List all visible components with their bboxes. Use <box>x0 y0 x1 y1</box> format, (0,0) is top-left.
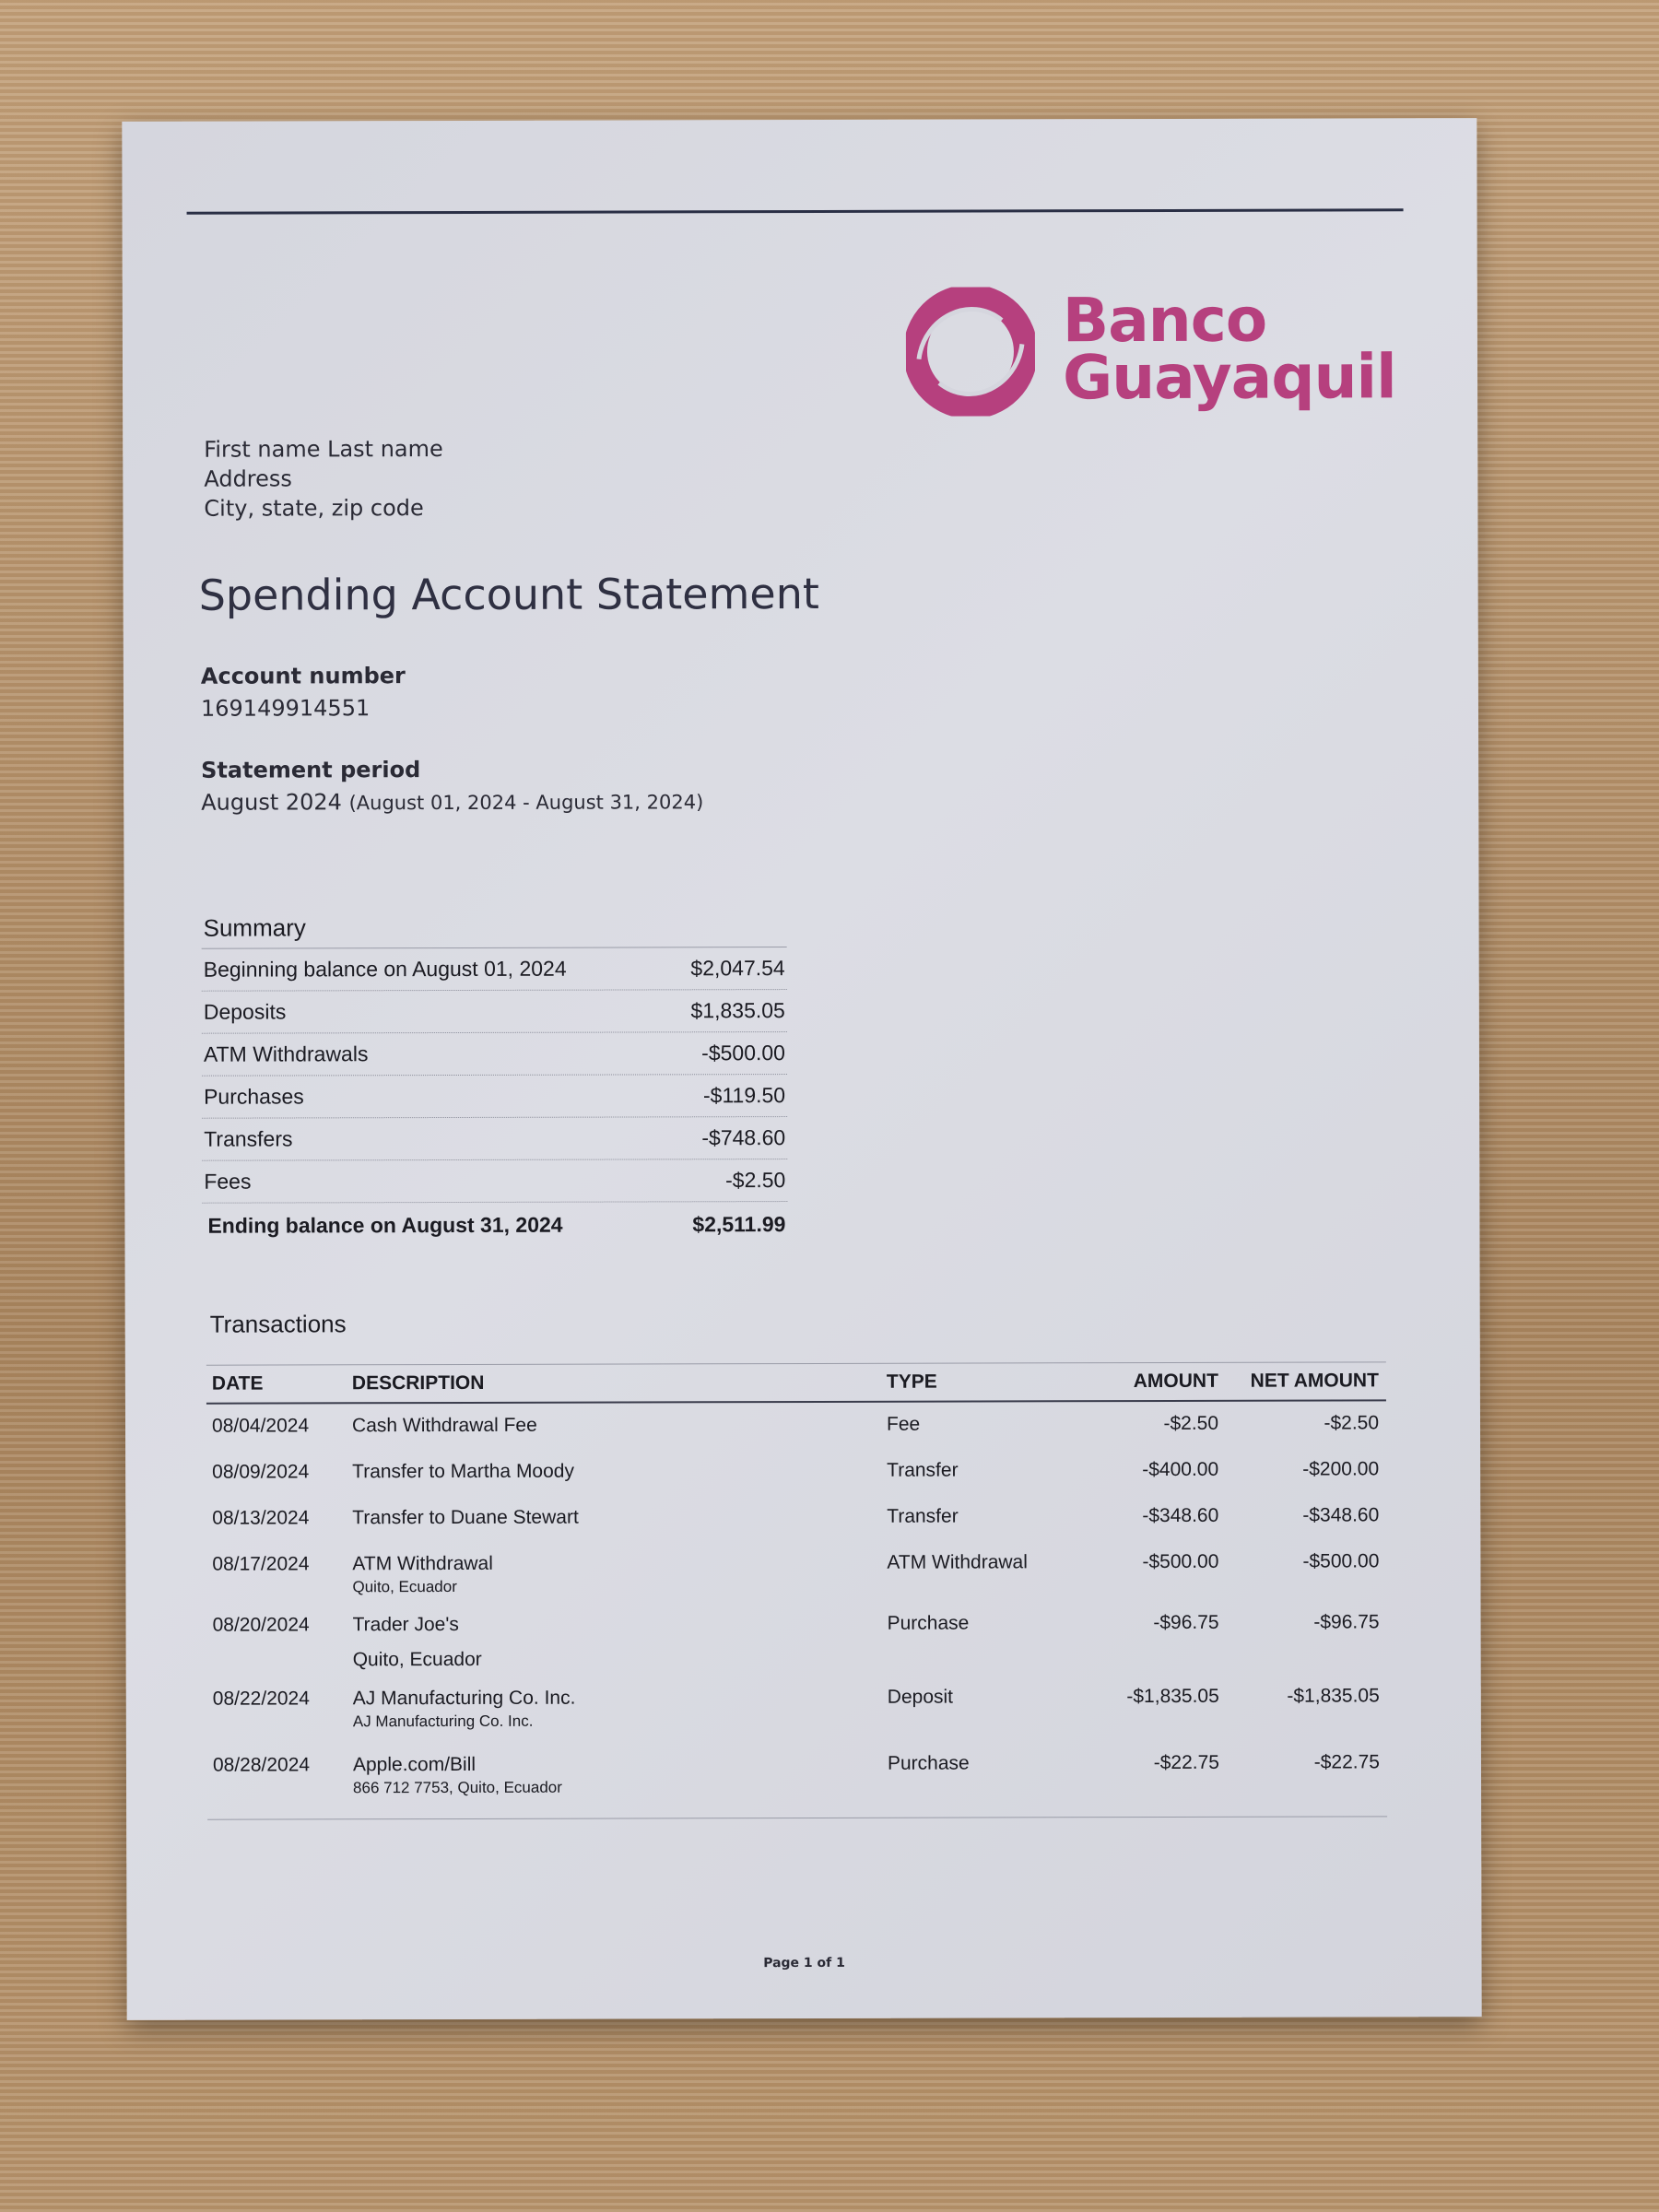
cell-type: Purchase <box>887 1612 970 1634</box>
customer-address <box>204 434 443 524</box>
cell-description: Transfer to Duane Stewart <box>352 1506 579 1529</box>
description-main: Trader Joe's <box>352 1613 459 1636</box>
bank-logo <box>906 284 1404 423</box>
cell-date: 08/04/2024 <box>211 1415 310 1437</box>
statement-period-label: Statement period <box>201 757 421 783</box>
statement-page <box>122 118 1481 2020</box>
cell-amount: -$2.50 <box>1163 1412 1219 1434</box>
cell-type: Transfer <box>887 1505 959 1527</box>
cell-net-amount: -$22.75 <box>1313 1751 1381 1773</box>
summary-total-row <box>202 1202 787 1248</box>
summary-value: $1,835.05 <box>690 998 785 1023</box>
description-main: Apple.com/Bill <box>352 1753 477 1776</box>
bank-name <box>1062 284 1396 414</box>
column-header-date: DATE <box>211 1372 264 1394</box>
bank-name-line2: Guayaquil <box>1062 341 1396 414</box>
cell-date: 08/20/2024 <box>212 1614 310 1636</box>
cell-type: Transfer <box>887 1459 959 1481</box>
banco-guayaquil-logo-icon <box>906 287 1035 416</box>
summary-table <box>202 912 788 1248</box>
cell-date: 08/22/2024 <box>212 1688 310 1710</box>
page-title: Spending Account Statement <box>198 568 819 620</box>
ending-balance-label: Ending balance on August 31, 2024 <box>207 1212 563 1238</box>
description-detail: 866 712 7753, Quito, Ecuador <box>353 1778 562 1797</box>
summary-value: $2,047.54 <box>690 956 785 981</box>
cell-net-amount: -$2.50 <box>1324 1412 1380 1434</box>
description-detail: Quito, Ecuador <box>352 1648 482 1671</box>
cell-net-amount: -$348.60 <box>1302 1504 1380 1526</box>
cell-date: 08/28/2024 <box>212 1754 311 1776</box>
cell-amount: -$500.00 <box>1142 1550 1219 1573</box>
description-main: ATM Withdrawal <box>352 1552 493 1575</box>
statement-period-month: August 2024 <box>201 789 342 816</box>
table-row <box>206 1493 1386 1542</box>
summary-row <box>202 1032 787 1077</box>
cell-amount: -$1,835.05 <box>1126 1685 1219 1708</box>
cell-net-amount: -$96.75 <box>1313 1611 1380 1633</box>
summary-label: Transfers <box>204 1126 293 1151</box>
summary-row <box>202 990 787 1034</box>
cell-net-amount: -$1,835.05 <box>1287 1685 1380 1707</box>
summary-row <box>202 947 787 992</box>
cell-description <box>353 1687 888 1744</box>
column-header-net-amount: NET AMOUNT <box>1250 1370 1379 1392</box>
account-number-label: Account number <box>200 663 406 689</box>
cell-type: Deposit <box>887 1686 954 1708</box>
cell-amount: -$22.75 <box>1153 1751 1220 1774</box>
summary-label: Beginning balance on August 01, 2024 <box>203 956 567 982</box>
cell-date: 08/13/2024 <box>212 1507 310 1529</box>
transactions-heading: Transactions <box>209 1310 347 1338</box>
summary-label: Deposits <box>203 999 287 1024</box>
customer-name: First name Last name <box>204 436 443 463</box>
table-header <box>206 1361 1386 1404</box>
summary-label: Purchases <box>204 1084 304 1109</box>
ending-balance-value: $2,511.99 <box>692 1211 786 1236</box>
cell-net-amount: -$200.00 <box>1302 1458 1380 1480</box>
summary-heading: Summary <box>202 912 787 949</box>
summary-row <box>202 1159 787 1204</box>
table-row <box>206 1539 1386 1603</box>
cell-description <box>352 1552 887 1604</box>
column-header-amount: AMOUNT <box>1133 1370 1218 1393</box>
summary-value: -$500.00 <box>701 1041 785 1065</box>
column-header-type: TYPE <box>886 1371 937 1393</box>
transactions-table <box>206 1307 1387 1819</box>
summary-row <box>202 1117 787 1161</box>
statement-period-range: (August 01, 2024 - August 31, 2024) <box>348 791 704 815</box>
table-row <box>206 1447 1386 1496</box>
account-number-value: 169149914551 <box>200 695 371 722</box>
page-number: Page 1 of 1 <box>763 1955 845 1971</box>
cell-date: 08/09/2024 <box>212 1461 310 1483</box>
table-row <box>207 1674 1387 1743</box>
summary-value: -$2.50 <box>725 1168 786 1193</box>
summary-value: -$119.50 <box>702 1083 786 1108</box>
cell-amount: -$400.00 <box>1142 1458 1219 1481</box>
cell-net-amount: -$500.00 <box>1302 1550 1380 1572</box>
summary-value: -$748.60 <box>701 1125 786 1150</box>
cell-amount: -$348.60 <box>1142 1504 1219 1527</box>
table-row <box>207 1740 1387 1804</box>
cell-type: ATM Withdrawal <box>887 1551 1028 1573</box>
summary-row <box>202 1075 787 1119</box>
description-detail: AJ Manufacturing Co. Inc. <box>352 1712 534 1731</box>
summary-label: Fees <box>204 1169 252 1194</box>
description-detail: Quito, Ecuador <box>352 1577 457 1596</box>
cell-description <box>353 1753 888 1805</box>
bank-name-line1: Banco <box>1062 284 1267 357</box>
table-row <box>207 1600 1387 1677</box>
header-rule <box>187 208 1404 214</box>
cell-amount: -$96.75 <box>1153 1611 1219 1634</box>
summary-label: ATM Withdrawals <box>203 1041 369 1066</box>
cell-type: Fee <box>886 1413 921 1435</box>
description-main: AJ Manufacturing Co. Inc. <box>352 1687 576 1710</box>
statement-period-value <box>201 788 703 815</box>
customer-city: City, state, zip code <box>204 495 424 522</box>
column-header-description: DESCRIPTION <box>351 1371 485 1394</box>
cell-description <box>353 1613 888 1677</box>
cell-description: Transfer to Martha Moody <box>352 1460 574 1483</box>
cell-description: Cash Withdrawal Fee <box>351 1414 537 1437</box>
table-row <box>206 1401 1386 1450</box>
cell-date: 08/17/2024 <box>212 1553 310 1575</box>
table-end-rule <box>207 1816 1387 1819</box>
cell-type: Purchase <box>887 1752 970 1774</box>
customer-street: Address <box>204 465 292 492</box>
